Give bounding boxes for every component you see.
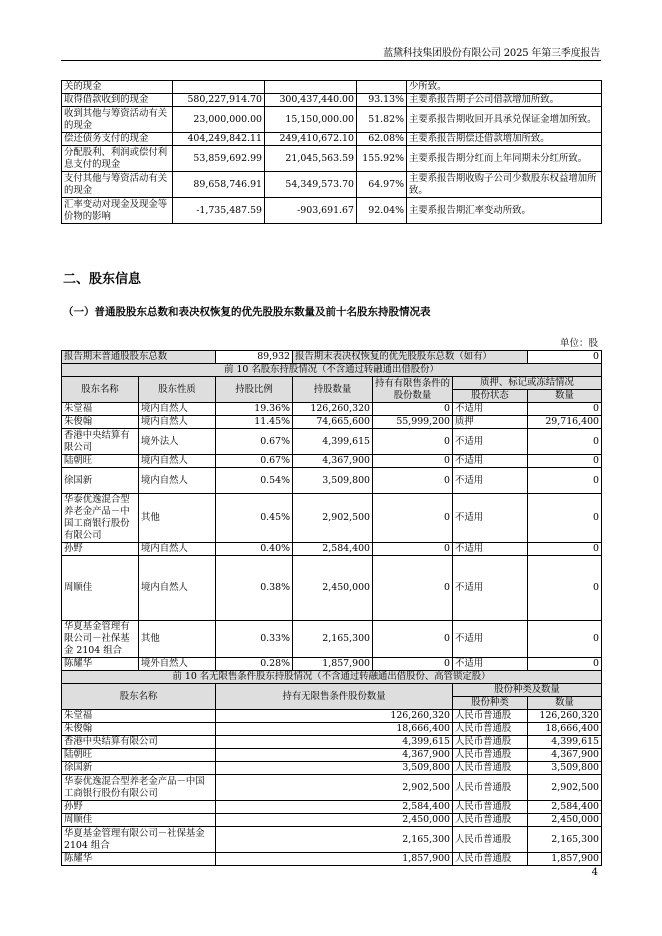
change-percent: 51.82%	[357, 107, 407, 133]
col-header-nature: 股东性质	[139, 377, 216, 403]
pledge-status: 不适用	[453, 455, 528, 468]
holder-name: 周顺佳	[62, 814, 216, 827]
current-period-value: 89,658,746.91	[173, 172, 265, 198]
holding-quantity: 2,165,300	[293, 621, 373, 658]
holder-name: 华泰优逸混合型养老金产品－中国工商银行股份有限公司	[62, 775, 216, 801]
share-amount: 4,367,900	[528, 749, 602, 762]
holding-ratio: 0.54%	[216, 468, 293, 494]
share-amount: 3,509,800	[528, 762, 602, 775]
table-row	[62, 723, 602, 736]
holder-name: 周顺佳	[62, 556, 139, 621]
holder-nature: 其他	[139, 621, 216, 658]
holder-name: 香港中央结算有限公司	[62, 736, 216, 749]
change-reason: 主要系报告期子公司借款增加所致。	[407, 94, 602, 107]
table-row	[62, 429, 602, 455]
holding-ratio: 11.45%	[216, 416, 293, 429]
prior-period-value: 21,045,563.59	[265, 146, 357, 172]
table-row	[62, 133, 602, 146]
unrestricted-quantity: 2,902,500	[216, 775, 453, 801]
col-header-kind: 股份种类	[453, 697, 528, 710]
unrestricted-quantity: 4,367,900	[216, 749, 453, 762]
holding-quantity: 4,399,615	[293, 429, 373, 455]
holding-ratio: 0.33%	[216, 621, 293, 658]
pledge-count: 0	[528, 556, 602, 621]
holder-nature: 境内自然人	[139, 556, 216, 621]
unrestricted-quantity: 1,857,900	[216, 853, 453, 866]
holding-quantity: 4,367,900	[293, 455, 373, 468]
share-kind: 人民币普通股	[453, 801, 528, 814]
table-row	[62, 416, 602, 429]
change-reason: 主要系报告期偿还借款增加所致。	[407, 133, 602, 146]
table-row	[62, 736, 602, 749]
col-header-amount: 数量	[528, 697, 602, 710]
table-row	[62, 403, 602, 416]
current-period-value: 53,859,692.99	[173, 146, 265, 172]
pledge-status: 不适用	[453, 429, 528, 455]
share-amount: 2,165,300	[528, 827, 602, 853]
pledge-count: 0	[528, 494, 602, 543]
table-row	[62, 710, 602, 723]
unrestricted-quantity: 2,450,000	[216, 814, 453, 827]
prior-period-value: -903,691.67	[265, 198, 357, 224]
subsection-title: （一）普通股股东总数和表决权恢复的优先股股东数量及前十名股东持股情况表	[63, 306, 431, 318]
share-amount: 1,857,900	[528, 853, 602, 866]
table-row	[62, 198, 602, 224]
holding-quantity: 3,509,800	[293, 468, 373, 494]
share-amount: 2,450,000	[528, 814, 602, 827]
table-row	[62, 543, 602, 556]
restricted-quantity: 0	[373, 543, 453, 556]
table-row	[62, 814, 602, 827]
share-amount: 2,584,400	[528, 801, 602, 814]
pledge-count: 0	[528, 468, 602, 494]
current-period-value	[173, 81, 265, 94]
share-amount: 126,260,320	[528, 710, 602, 723]
share-amount: 2,902,500	[528, 775, 602, 801]
holder-name: 香港中央结算有限公司	[62, 429, 139, 455]
unrestricted-quantity: 3,509,800	[216, 762, 453, 775]
pledge-status: 不适用	[453, 556, 528, 621]
table-row	[62, 556, 602, 621]
holder-nature: 其他	[139, 494, 216, 543]
col-header-kind-qty: 股份种类及数量	[453, 684, 602, 697]
cashflow-item: 偿还债务支付的现金	[62, 133, 173, 146]
prior-period-value	[265, 81, 357, 94]
pledge-count: 0	[528, 658, 602, 671]
pledge-status: 质押	[453, 416, 528, 429]
table-row	[62, 762, 602, 775]
cashflow-item: 支付其他与筹资活动有关的现金	[62, 172, 173, 198]
unrestricted-quantity: 2,165,300	[216, 827, 453, 853]
restricted-quantity: 55,999,200	[373, 416, 453, 429]
cashflow-item: 取得借款收到的现金	[62, 94, 173, 107]
pledge-count: 0	[528, 621, 602, 658]
prior-period-value: 54,349,573.70	[265, 172, 357, 198]
holding-quantity: 74,665,600	[293, 416, 373, 429]
pledge-status: 不适用	[453, 468, 528, 494]
total-holders-value: 89,932	[216, 351, 293, 364]
holder-nature: 境内自然人	[139, 543, 216, 556]
holder-nature: 境内自然人	[139, 455, 216, 468]
share-kind: 人民币普通股	[453, 723, 528, 736]
holder-name: 朱堂福	[62, 403, 139, 416]
pledge-status: 不适用	[453, 658, 528, 671]
holding-ratio: 0.28%	[216, 658, 293, 671]
holding-ratio: 0.38%	[216, 556, 293, 621]
restricted-quantity: 0	[373, 468, 453, 494]
share-kind: 人民币普通股	[453, 827, 528, 853]
change-reason: 少所致。	[407, 81, 602, 94]
change-reason: 主要系报告期分红而上年同期未分红所致。	[407, 146, 602, 172]
pledge-count: 29,716,400	[528, 416, 602, 429]
holder-name: 华夏基金管理有限公司－社保基金 2104 组合	[62, 827, 216, 853]
holding-ratio: 0.67%	[216, 455, 293, 468]
restricted-quantity: 0	[373, 429, 453, 455]
holder-name: 朱俊翰	[62, 723, 216, 736]
table-row	[62, 468, 602, 494]
restricted-quantity: 0	[373, 658, 453, 671]
current-period-value: 404,249,842.11	[173, 133, 265, 146]
top10-title: 前 10 名股东持股情况（不含通过转融通出借股份）	[62, 364, 602, 377]
unrestricted-quantity: 18,666,400	[216, 723, 453, 736]
table-row	[62, 749, 602, 762]
share-kind: 人民币普通股	[453, 736, 528, 749]
holder-name: 徐国新	[62, 762, 216, 775]
pledge-status: 不适用	[453, 543, 528, 556]
share-kind: 人民币普通股	[453, 710, 528, 723]
holder-nature: 境外自然人	[139, 658, 216, 671]
restricted-quantity: 0	[373, 403, 453, 416]
table-row	[62, 775, 602, 801]
cashflow-item: 汇率变动对现金及现金等价物的影响	[62, 198, 173, 224]
change-percent: 62.08%	[357, 133, 407, 146]
cashflow-item: 分配股利、利润或偿付利息支付的现金	[62, 146, 173, 172]
change-percent: 155.92%	[357, 146, 407, 172]
prior-period-value: 249,410,672.10	[265, 133, 357, 146]
holder-nature: 境内自然人	[139, 468, 216, 494]
current-period-value: 23,000,000.00	[173, 107, 265, 133]
unrestricted-quantity: 126,260,320	[216, 710, 453, 723]
cashflow-item: 收到其他与筹资活动有关的现金	[62, 107, 173, 133]
current-period-value: -1,735,487.59	[173, 198, 265, 224]
prior-period-value: 300,437,440.00	[265, 94, 357, 107]
col-header-name: 股东名称	[62, 377, 139, 403]
table-row	[62, 494, 602, 543]
pledge-status: 不适用	[453, 621, 528, 658]
holding-ratio: 19.36%	[216, 403, 293, 416]
holder-name: 华夏基金管理有限公司－社保基金 2104 组合	[62, 621, 139, 658]
unit-label: 单位：股	[559, 338, 598, 349]
holder-name: 孙野	[62, 801, 216, 814]
table-row	[62, 801, 602, 814]
restricted-quantity: 0	[373, 494, 453, 543]
preferred-holders-value: 0	[528, 351, 602, 364]
section-title: 二、股东信息	[63, 272, 142, 287]
unrestricted-header-row	[62, 684, 602, 697]
holder-name: 陈耀华	[62, 658, 139, 671]
col-header-ratio: 持股比例	[216, 377, 293, 403]
holder-name: 陆朝旺	[62, 455, 139, 468]
table-row	[62, 146, 602, 172]
col-header-count: 数量	[528, 390, 602, 403]
pledge-count: 0	[528, 543, 602, 556]
change-reason: 主要系报告期收回开具承兑保证金增加所致。	[407, 107, 602, 133]
share-kind: 人民币普通股	[453, 814, 528, 827]
col-header-unrestricted-qty: 持有无限售条件股份数量	[216, 684, 453, 710]
col-header-restricted: 持有有限售条件的股份数量	[373, 377, 453, 403]
table-row	[62, 107, 602, 133]
holder-name: 陈耀华	[62, 853, 216, 866]
holder-name: 徐国新	[62, 468, 139, 494]
table-row	[62, 455, 602, 468]
change-percent	[357, 81, 407, 94]
holding-quantity: 2,902,500	[293, 494, 373, 543]
preferred-holders-label: 报告期末表决权恢复的优先股股东总数（如有）	[293, 351, 528, 364]
shareholder-table	[61, 350, 602, 866]
share-kind: 人民币普通股	[453, 775, 528, 801]
holding-ratio: 0.67%	[216, 429, 293, 455]
unrestricted-quantity: 4,399,615	[216, 736, 453, 749]
holder-name: 朱俊翰	[62, 416, 139, 429]
table-row	[62, 658, 602, 671]
holder-name: 朱堂福	[62, 710, 216, 723]
holding-quantity: 126,260,320	[293, 403, 373, 416]
share-amount: 4,399,615	[528, 736, 602, 749]
unrestricted-title: 前 10 名无限售条件股东持股情况（不含通过转融通出借股份、高管锁定股）	[62, 671, 602, 684]
header-rule	[61, 60, 601, 61]
holder-name: 孙野	[62, 543, 139, 556]
share-kind: 人民币普通股	[453, 853, 528, 866]
pledge-status: 不适用	[453, 403, 528, 416]
holding-quantity: 2,450,000	[293, 556, 373, 621]
pledge-count: 0	[528, 403, 602, 416]
col-header-quantity: 持股数量	[293, 377, 373, 403]
cashflow-item: 关的现金	[62, 81, 173, 94]
share-kind: 人民币普通股	[453, 749, 528, 762]
holder-name: 华泰优逸混合型养老金产品－中国工商银行股份有限公司	[62, 494, 139, 543]
holder-nature: 境内自然人	[139, 416, 216, 429]
holding-ratio: 0.40%	[216, 543, 293, 556]
holding-quantity: 2,584,400	[293, 543, 373, 556]
table-row	[62, 827, 602, 853]
total-holders-label: 报告期末普通股股东总数	[62, 351, 216, 364]
change-percent: 64.97%	[357, 172, 407, 198]
pledge-count: 0	[528, 455, 602, 468]
unrestricted-quantity: 2,584,400	[216, 801, 453, 814]
table-row	[62, 172, 602, 198]
change-percent: 93.13%	[357, 94, 407, 107]
report-header: 蓝黛科技集团股份有限公司 2025 年第三季度报告	[383, 48, 600, 59]
restricted-quantity: 0	[373, 556, 453, 621]
holder-nature: 境内自然人	[139, 403, 216, 416]
holding-ratio: 0.45%	[216, 494, 293, 543]
cashflow-table	[61, 80, 602, 224]
holder-name: 陆朝旺	[62, 749, 216, 762]
holder-nature: 境外法人	[139, 429, 216, 455]
share-amount: 18,666,400	[528, 723, 602, 736]
col-header-name: 股东名称	[62, 684, 216, 710]
restricted-quantity: 0	[373, 621, 453, 658]
table-row	[62, 621, 602, 658]
change-percent: 92.04%	[357, 198, 407, 224]
share-kind: 人民币普通股	[453, 762, 528, 775]
current-period-value: 580,227,914.70	[173, 94, 265, 107]
table-row	[62, 94, 602, 107]
restricted-quantity: 0	[373, 455, 453, 468]
unrestricted-title-row	[62, 671, 602, 684]
page-number: 4	[591, 867, 598, 878]
pledge-status: 不适用	[453, 494, 528, 543]
table-row	[62, 853, 602, 866]
col-header-pledge: 质押、标记或冻结情况	[453, 377, 602, 390]
holding-quantity: 1,857,900	[293, 658, 373, 671]
table-row	[62, 81, 602, 94]
prior-period-value: 15,150,000.00	[265, 107, 357, 133]
pledge-count: 0	[528, 429, 602, 455]
change-reason: 主要系报告期汇率变动所致。	[407, 198, 602, 224]
col-header-status: 股份状态	[453, 390, 528, 403]
change-reason: 主要系报告期收购子公司少数股东权益增加所致。	[407, 172, 602, 198]
